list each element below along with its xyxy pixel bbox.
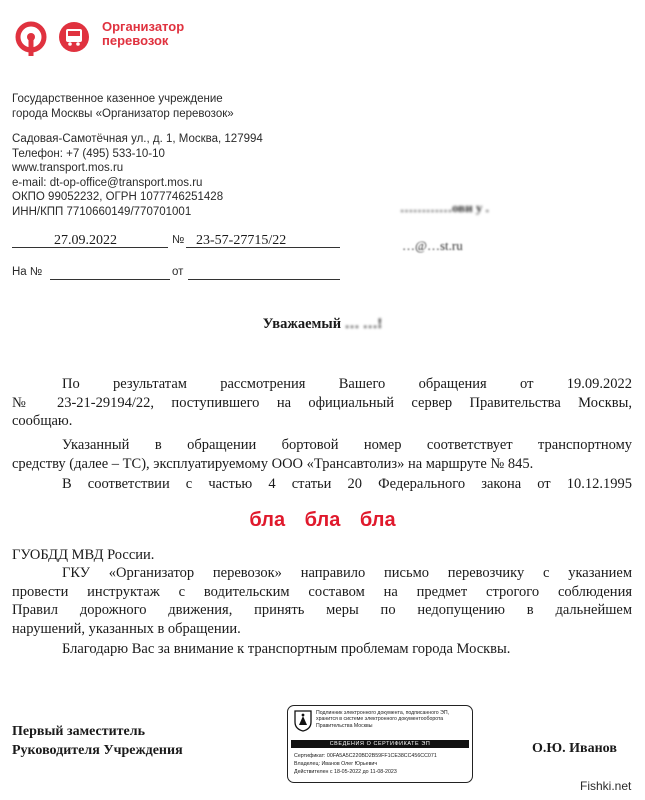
- doc-number-line: [172, 231, 340, 248]
- signer-title: [12, 722, 183, 760]
- recipient-name: …………ови у .: [400, 200, 489, 215]
- paragraph-4: [12, 546, 632, 565]
- signer-name: О.Ю. Иванов: [532, 741, 617, 756]
- ref-date-line: [188, 263, 340, 280]
- stamp-owner: Владелец: Иванов Олег Юрьевич: [294, 761, 378, 767]
- p5-line-2: провести инструктаж с водительским составом на предмет строгого соблюдения: [12, 583, 632, 600]
- p2-line-1: Указанный в обращении бортовой номер соответствует транспортному: [62, 437, 632, 453]
- stamp-notice: [316, 710, 466, 729]
- p1-line-1: По результатам рассмотрения Вашего обращения от 19.09.2022: [62, 376, 632, 392]
- signer-title-line-1: Первый заместитель: [12, 724, 145, 739]
- org-info: [12, 92, 263, 219]
- stamp-header-bar: СВЕДЕНИЯ О СЕРТИФИКАТЕ ЭП: [291, 740, 469, 748]
- logo-line-2: перевозок: [102, 33, 169, 48]
- stamp-notice-line-2: хранится в системе электронного документооборота: [316, 716, 444, 723]
- organizer-logo-icon: [12, 16, 104, 58]
- ref-number-line: [50, 263, 170, 280]
- moscow-emblem-icon: [294, 710, 312, 732]
- org-name-line-1: Государственное казенное учреждение: [12, 93, 223, 105]
- org-email: e-mail: dt-op-office@transport.mos.ru: [12, 176, 203, 189]
- p5-line-4: нарушений, указанных в обращении.: [12, 620, 241, 637]
- doc-number-label: №: [172, 234, 185, 246]
- stamp-validity: Действителен с 18-05-2022 до 11-08-2023: [294, 769, 397, 775]
- org-website: www.transport.mos.ru: [12, 162, 124, 174]
- salutation-name: … …!: [344, 316, 383, 332]
- p5-line-1: ГКУ «Организатор перевозок» направило письмо перевозчику с указанием: [62, 565, 632, 581]
- salutation-prefix: Уважаемый: [262, 316, 342, 332]
- stamp-certificate-info: [294, 752, 468, 776]
- signer-title-line-2: Руководителя Учреждения: [12, 743, 183, 758]
- e-signature-stamp: [287, 705, 473, 783]
- paragraph-1: [12, 375, 632, 431]
- paragraph-5: [12, 564, 632, 638]
- p2-line-2: средству (далее – ТС), эксплуатируемому ООО «Трансавтолиз» на маршруте № 845.: [12, 455, 534, 472]
- doc-date: 27.09.2022: [54, 233, 117, 248]
- p4-line-1: ГУОБДД МВД России.: [12, 547, 155, 563]
- p6-line-1: Благодарю Вас за внимание к транспортным проблемам города Москвы.: [62, 641, 511, 657]
- logo-wordmark: [102, 20, 184, 48]
- p3-line-1: В соответствии с частью 4 статьи 20 Федерального закона от 10.12.1995: [62, 476, 632, 492]
- watermark: Fishki.net: [580, 779, 632, 793]
- doc-number: 23-57-27715/22: [196, 233, 287, 248]
- stamp-notice-line-3: Правительства Москвы: [316, 722, 373, 729]
- recipient-email: …@…st.ru: [402, 238, 463, 253]
- org-name-line-2: города Москвы «Организатор перевозок»: [12, 107, 234, 120]
- p1-line-2: № 23-21-29194/22, поступившего на официальный сервер Правительства Москвы,: [12, 394, 632, 411]
- salutation: [0, 316, 645, 333]
- ref-date-label: от: [172, 266, 184, 278]
- paragraph-6: [12, 640, 632, 659]
- redaction-overlay-text: бла бла бла: [249, 509, 396, 531]
- p1-line-3: сообщаю.: [12, 413, 73, 429]
- org-okpo: ОКПО 99052232, ОГРН 1077746251428: [12, 191, 224, 203]
- org-inn: ИНН/КПП 7710660149/770701001: [12, 205, 192, 218]
- org-address: Садовая-Самотёчная ул., д. 1, Москва, 127994: [12, 133, 263, 145]
- paragraph-3: [12, 475, 632, 494]
- logo-line-1: Организатор: [102, 19, 185, 34]
- paragraph-2: [12, 436, 632, 473]
- stamp-cert-number: Сертификат: 00FA5A5C220BD2B59FF1CE38CC456CC071: [294, 753, 437, 759]
- org-phone: Телефон: +7 (495) 533-10-10: [12, 147, 165, 160]
- stamp-notice-line-1: Подлинник электронного документа, подписанного ЭП,: [316, 710, 450, 716]
- doc-date-line: [12, 231, 168, 248]
- p5-line-3: Правил дорожного движения, принять меры по недопущению в дальнейшем: [12, 602, 632, 618]
- ref-number-label: На №: [12, 266, 43, 278]
